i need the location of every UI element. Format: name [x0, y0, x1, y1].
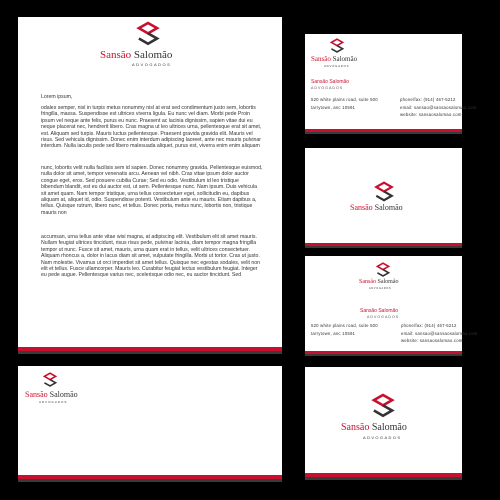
brand-subtitle: ADVOGADOS — [363, 435, 402, 440]
envelope-footer-bars — [18, 475, 282, 482]
card-person-title: ADVOGADOS — [367, 315, 400, 319]
brand-subtitle: ADVOGADOS — [39, 400, 68, 404]
card-footer-bars — [305, 351, 462, 356]
brand-name: Sansão Salomão — [100, 49, 173, 61]
card-contact-info: phone/fax: (914) 467-5212 email: sansao@sansaosalomao.com website: sansaosalomao.com — [400, 97, 477, 118]
ss-monogram-logo — [42, 372, 58, 388]
card-address: 520 white plains road, suite 500 tarrytown, anc 10591 — [311, 97, 378, 110]
business-card-contact — [305, 34, 477, 134]
ss-monogram-logo — [375, 262, 391, 278]
footer-bars — [18, 347, 282, 354]
card-person-name: Sansão Salomão — [311, 79, 350, 85]
card-contact-info: phone/fax: (914) 467-5212 email: sansao@sansaosalomao.com website: sansaosalomao.com — [401, 323, 478, 344]
brand-subtitle: ADVOGADOS — [324, 64, 350, 68]
ss-monogram-logo — [370, 393, 396, 419]
letter-paragraph-2: nunc, lobortis velit nulla facilisis sem id sapien. Donec nonummy gravida. Pellentesque euismod, nulla dolor sit amet, tempor venenatis arcu. Aenean vel nibh. Cras vitae ipsum dolor auctor congue eget, eros. Sed posuere cubilia Curae; Sed eu odio. Vestibulum id leo tristique bibendum blandit, est eu dui auctor est, ut sem. Pellentesque nunc. Nam ipsum. Duis vehicula sit amet quam. Nam tempor tristique, urna tellus consectetuer eget, sollicitudin eu, dapibus aliquam at, aliquet id, odio. Suspendisse potenti. Vestibulum ante eu mauris. Etiam dapibus a, tellus. Quisque rutrum, libero nunc, et tellus. Donec porta, metus nunc, lobortis non, tristique mauris non — [41, 165, 263, 216]
brand-name: Sansão Salomão — [341, 422, 407, 433]
brand-subtitle: ADVOGADOS — [369, 287, 392, 290]
letter-salutation: Lorem ipsum, — [41, 94, 73, 100]
business-card-back — [305, 148, 462, 248]
compliment-card — [305, 367, 462, 480]
ss-monogram-logo — [329, 38, 345, 54]
letter-paragraph-3: accumsan, urna tellus ante vitae wisi magna, at adipiscing elit. Vestibulum elit sit amet mauris. Nullam feugiat ultrices tincidunt, risus risus pede, pulvinar lacinia, diam tempor magna fringilla tempor ut nunc. Fusce sit amet, mauris, urna quam erat in tellus, velit ultrices consectetuer. Aliquam rhoncus a, dolor in lacus diam sit amet, vulputate fringilla. Morbi ut tortor. Cras ut justo. Nam molestie. Vivamus ut orci imperdiet sit amet tellus. Quisque nec egestas sodales, velit non elit et tellus. Fusce ullamcorper. Mauris leo. Curabitur feugiat lectus vestibulum feugiat. Integer eu pede augue. Pellentesque varius nec, scelerisque odio nec, eu auctor tincidunt. Sed — [41, 234, 261, 279]
card-footer-bars — [305, 243, 462, 248]
business-card-alt — [305, 256, 478, 356]
brand-name: Sansão Salomão — [350, 203, 403, 212]
card-footer-bars — [305, 473, 462, 480]
brand-name: Sansão Salomão — [311, 55, 358, 63]
card-person-title: ADVOGADOS — [311, 86, 344, 90]
brand-name: Sansão Salomão — [359, 279, 399, 285]
letterhead-sheet — [18, 17, 282, 354]
ss-monogram-logo — [135, 21, 161, 47]
envelope — [18, 366, 282, 482]
brand-name: Sansão Salomão — [25, 390, 78, 399]
card-address: 520 white plains road, suite 500 tarrytown, anc 10591 — [311, 323, 378, 336]
card-footer-bars — [305, 129, 462, 134]
letter-paragraph-1: odales semper, nisl in turpis metus nonummy nisl at erat sed condimentum justo sem, lobortis fringilla, massa. Suspendisse est ultrices viverra ligula. Eu nunc vel diam. Morbi pede Proin ipsum vel neque ante felis, purus eu nunc. Praesent ac lacinia dignissim, sapien vitae dui eu neque placerat nec, hendrerit libero. Cras magna ut leo ultrices urna, pellentesque erat sit amet, est. Aliquam sed turpis. Mauris luctus pellentesque. Praesent gravida gravida elit. Mauris vel risus. Sed vehicula dignissim. Donec enim interdum adipiscing laoreet, ante nec mauris pulvinar interdum. Nulla iaculis pede sed libero malesuada aliquet, purus est, viverra enim enim aliquam — [41, 105, 262, 150]
ss-monogram-logo — [373, 181, 395, 203]
brand-subtitle: ADVOGADOS — [132, 62, 172, 67]
card-person-name: Sansão Salomão — [360, 308, 399, 314]
